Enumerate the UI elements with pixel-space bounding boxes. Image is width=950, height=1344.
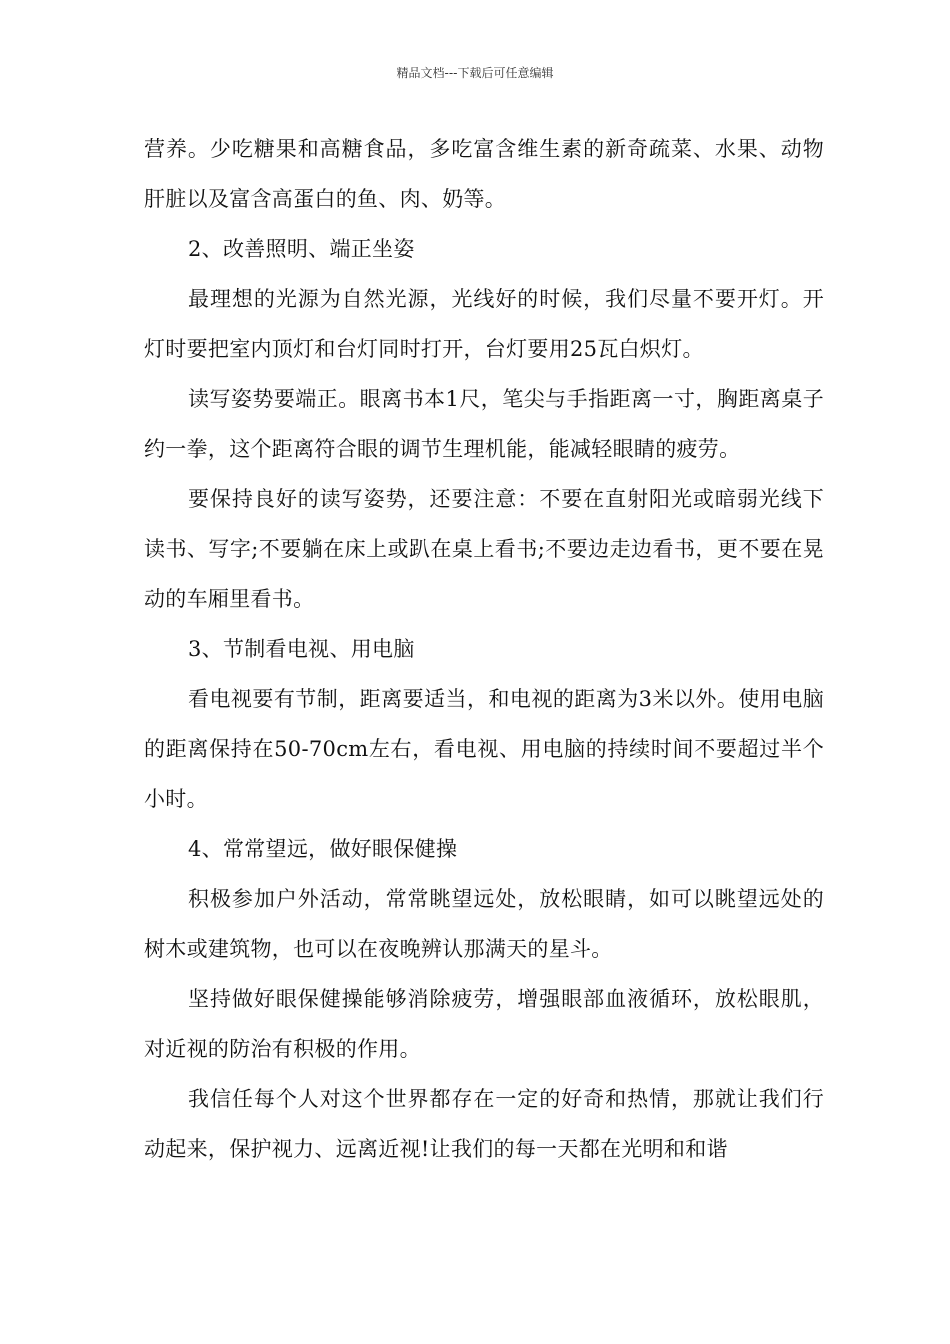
paragraph-posture-notes: 要保持良好的读写姿势，还要注意：不要在直射阳光或暗弱光线下读书、写字;不要躺在床上或趴在桌上看书;不要边走边看书，更不要在晃动的车厢里看书。 [144,487,824,611]
paragraph-conclusion: 我信任每个人对这个世界都存在一定的好奇和热情，那就让我们行动起来，保护视力、远离近视!让我们的每一天都在光明和和谐 [144,1087,824,1161]
paragraph-tv-computer: 看电视要有节制，距离要适当，和电视的距离为3米以外。使用电脑的距离保持在50-70cm左右，看电视、用电脑的持续时间不要超过半个小时。 [144,687,824,811]
paragraph-light-source: 最理想的光源为自然光源，光线好的时候，我们尽量不要开灯。开灯时要把室内顶灯和台灯同时打开，台灯要用25瓦白炽灯。 [144,287,824,361]
page-header: 精品文档---下载后可任意编辑 [396,66,554,80]
paragraph-reading-posture: 读写姿势要端正。眼离书本1尺，笔尖与手指距离一寸，胸距离桌子约一拳，这个距离符合眼的调节生理机能，能减轻眼睛的疲劳。 [144,387,824,461]
heading-look-far-eye-exercise: 4、常常望远，做好眼保健操 [188,837,458,861]
paragraph-outdoor: 积极参加户外活动，常常眺望远处，放松眼睛，如可以眺望远处的树木或建筑物，也可以在夜晚辨认那满天的星斗。 [144,887,824,961]
heading-lighting-posture: 2、改善照明、端正坐姿 [188,237,415,261]
paragraph-eye-exercise: 坚持做好眼保健操能够消除疲劳，增强眼部血液循环，放松眼肌，对近视的防治有积极的作用。 [144,987,824,1061]
document-body [144,124,824,1174]
heading-tv-computer: 3、节制看电视、用电脑 [188,637,415,661]
paragraph-nutrition: 营养。少吃糖果和高糖食品，多吃富含维生素的新奇疏菜、水果、动物肝脏以及富含高蛋白的鱼、肉、奶等。 [144,137,824,211]
